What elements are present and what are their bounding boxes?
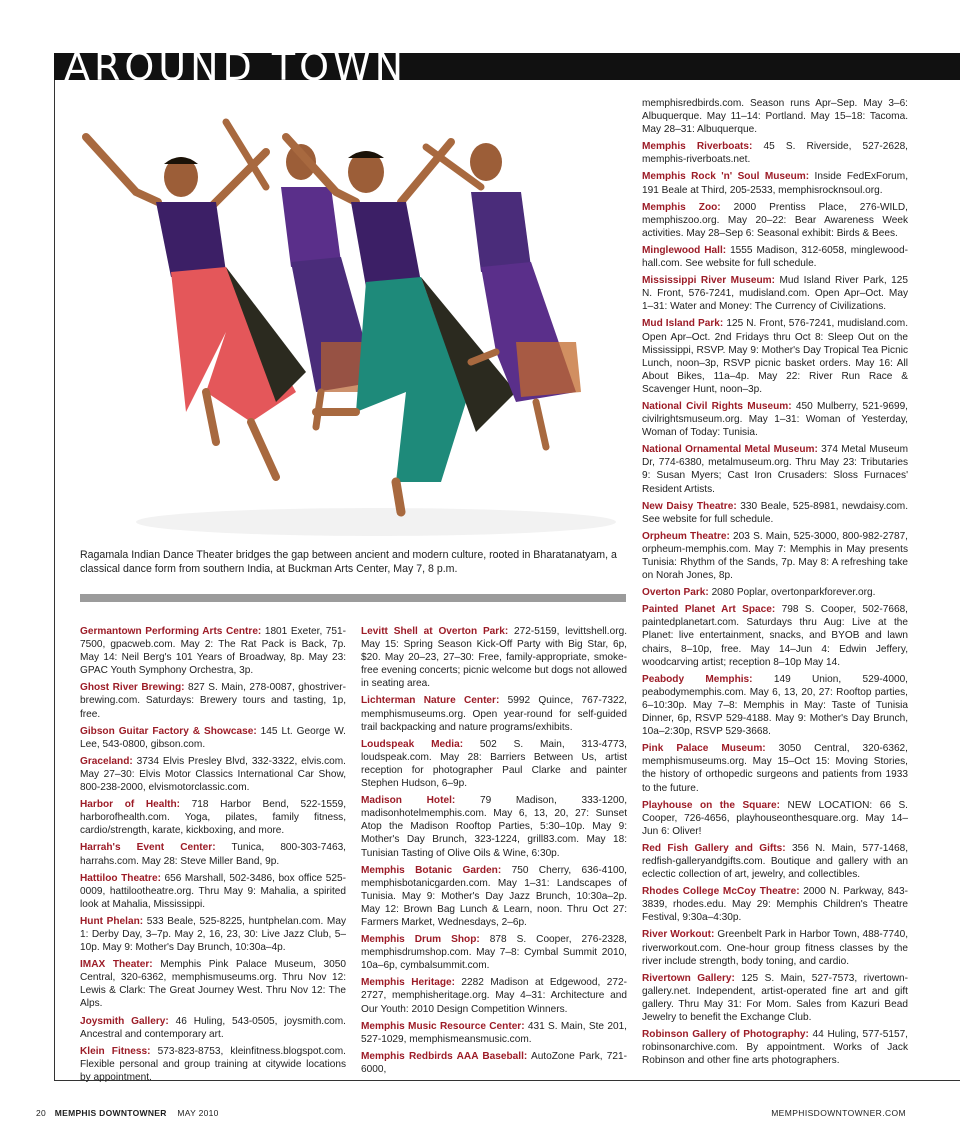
venue-name: Pink Palace Museum: — [642, 743, 766, 755]
venue-details: 356 N. Main, 577-1468, redfish-galleryandgifts.com. Boutique and gallery with an eclectic collection of art, jewelry, and collectibles. — [642, 842, 908, 881]
venue-name: Mud Island Park: — [642, 318, 724, 330]
magazine-name: MEMPHIS DOWNTOWNER — [54, 1108, 167, 1118]
listing-entry — [642, 1028, 908, 1067]
venue-name: Levitt Shell at Overton Park: — [361, 626, 509, 637]
listing-entry — [80, 1045, 346, 1084]
venue-name: Painted Planet Art Space: — [642, 604, 776, 616]
listing-column — [80, 625, 346, 1088]
venue-name: Memphis Rock 'n' Soul Museum: — [642, 171, 810, 183]
venue-details: 145 Lt. George W. Lee, 543-0800, gibson.com. — [80, 725, 346, 750]
listing-entry — [642, 140, 908, 166]
listing-entry — [80, 1015, 346, 1041]
listing-entry — [361, 625, 627, 690]
venue-details: 272-5159, levittshell.org. May 15: Spring Season Kick-Off Party with Big Star, 6p, $20. May 20–23, 27–30: Free, family-appropriate, smoke-free evening concerts; picnic welcome but dogs not allowed in seating area. — [361, 626, 627, 690]
venue-name: National Ornamental Metal Museum: — [642, 444, 818, 456]
venue-details: 45 S. Riverside, 527-2628, memphis-riverboats.net. — [642, 141, 908, 166]
listing-entry — [80, 958, 346, 1010]
listing-entry — [80, 755, 346, 794]
venue-name: Lichterman Nature Center: — [361, 695, 500, 707]
venue-details: 5992 Quince, 767-7322, memphismuseums.org. Open year-round for self-guided trail backpacking and nature programs/exhibits. — [361, 695, 627, 733]
venue-name: Hunt Phelan: — [80, 915, 144, 927]
venue-name: Joysmith Gallery: — [80, 1015, 169, 1027]
venue-name: Harbor of Health: — [80, 799, 181, 811]
venue-name: Memphis Redbirds AAA Baseball: — [361, 1050, 528, 1062]
venue-name: Rivertown Gallery: — [642, 972, 735, 984]
venue-name: Robinson Gallery of Photography: — [642, 1029, 809, 1041]
venue-details: 1555 Madison, 312-6058, minglewood-hall.com. See website for full schedule. — [642, 244, 908, 270]
page-number: 20 — [36, 1108, 47, 1118]
venue-details: Inside FedExForum, 191 Beale at Third, 205-2533, memphisrocknsoul.org. — [642, 171, 908, 196]
venue-name: Memphis Zoo: — [642, 201, 721, 213]
venue-details: 374 Metal Museum Dr, 774-6380, metalmuseum.org. Thru May 23: Tributaries 9: Susan Myers; Cast Iron Crusaders: Sloss Furnaces' Resident Artists. — [642, 444, 908, 495]
listing-entry — [642, 603, 908, 668]
listing-entry — [80, 681, 346, 720]
venue-name: Rhodes College McCoy Theatre: — [642, 886, 800, 898]
venue-details: Memphis Pink Palace Museum, 3050 Central, 320-6362, memphismuseums.org. Thru Nov 12: Lewis & Clark: The Great Journey West. Thru Nov 12: The Alps. — [80, 959, 346, 1010]
listing-entry — [642, 972, 908, 1024]
listing-entry — [361, 976, 627, 1015]
venue-details: 750 Cherry, 636-4100, memphisbotanicgarden.com. May 1–31: Landscapes of Tunisia. May 9: Mother's Day Jazz Brunch, 10:30a–2p. May 12: Brown Bag Lunch & Learn, noon. Thru Oct 27: Farmers Market, Wednesdays, 2–6p. — [361, 864, 627, 928]
venue-name: New Daisy Theatre: — [642, 500, 737, 512]
listing-entry — [642, 97, 908, 136]
venue-name: Gibson Guitar Factory & Showcase: — [80, 725, 257, 737]
listing-entry — [642, 928, 908, 967]
venue-name: Memphis Riverboats: — [642, 141, 753, 153]
venue-details: 450 Mulberry, 521-9699, civilrightsmuseum.org. May 1–31: Woman of Yesterday, Woman of Today: Tunisia. — [642, 400, 908, 439]
listing-entry — [642, 742, 908, 794]
venue-details: 44 Huling, 577-5157, robinsonarchive.com. By appointment. Works of Jack Robinson and other fine arts photographers. — [642, 1029, 908, 1067]
venue-details: 46 Huling, 543-0505, joysmith.com. Ancestral and contemporary art. — [80, 1015, 346, 1040]
listing-entry — [80, 725, 346, 751]
venue-details: 878 S. Cooper, 276-2328, memphisdrumshop.com. May 7–8: Cymbal Summit 2010, 10a–6p, cymbalsummit.com. — [361, 934, 627, 972]
listing-entry — [642, 443, 908, 495]
venue-details: 125 N. Front, 576-7241, mudisland.com. Open Apr–Oct. 2nd Fridays thru Oct 8: Sleep Out on the Mississippi, RSVP. May 9: Mother's Day Tropical Tea Picnic Lunch, noon–3p, RSVP picnic basket orders. May 16: All About Bikes, 11a–4p. May 22: River Run Race & Scavenger Hunt, noon–3p. — [642, 318, 909, 395]
venue-name: National Civil Rights Museum: — [642, 400, 792, 412]
venue-name: Madison Hotel: — [361, 795, 456, 807]
listing-entry — [642, 274, 908, 313]
listing-entry — [80, 872, 346, 911]
listing-entry — [361, 794, 627, 859]
listing-entry — [80, 841, 346, 867]
venue-details: 573-823-8753, kleinfitness.blogspot.com. Flexible personal and group training at citywide locations by appointment. — [80, 1045, 346, 1083]
listing-entry — [642, 500, 908, 526]
venue-details: 533 Beale, 525-8225, huntphelan.com. May 1: Derby Day, 3–7p. May 2, 16, 23, 30: Live Jazz Club, 5–10p. May 9: Mother's Day Brunch, 10:30a–4p. — [80, 915, 346, 954]
listing-entry — [642, 842, 908, 881]
listing-entry — [642, 317, 908, 396]
venue-details: 827 S. Main, 278-0087, ghostriver-brewing.com. Saturdays: Brewery tours and tasting, 1p, free. — [80, 682, 346, 720]
venue-name: Playhouse on the Square: — [642, 799, 781, 811]
venue-details: 2000 Prentiss Place, 276-WILD, memphiszoo.org. May 20–22: Bear Awareness Week activities. May 28–Sep 6: Seasonal exhibit: Birds & Bees. — [642, 201, 908, 239]
frame-line-left — [54, 80, 55, 1080]
listing-entry — [642, 530, 908, 582]
venue-details: AutoZone Park, 721-6000, — [361, 1050, 628, 1075]
venue-details: 431 S. Main, Ste 201, 527-1029, memphismeansmusic.com. — [361, 1020, 627, 1045]
venue-details: 149 Union, 529-4000, peabodymemphis.com. May 6, 13, 20, 27: Rooftop parties, 6–10:30p. May 7–8: Memphis in May: Taste of Tunisia Dinner, 6p, RSVP 529-4188. May 9: Mother's Day Brunch, 10a–2:30p, RSVP 529-3668. — [642, 673, 908, 738]
venue-name: Memphis Drum Shop: — [361, 934, 480, 946]
dancers-illustration — [76, 92, 626, 542]
venue-details: NEW LOCATION: 66 S. Cooper, 726-4656, playhouseonthesquare.org. May 14–Jun 6: Oliver! — [642, 799, 908, 837]
listing-entry — [361, 738, 627, 790]
listing-entry — [642, 799, 908, 838]
venue-details: 798 S. Cooper, 502-7668, paintedplanetart.com. Saturdays thru Aug: Live at the Planet: live entertainment, snacks, and BYOB and lawn chairs, 8–10p, free. May 14–Jun 4: Edwin Jeffery, woodcarving artist; reception 8–10p May 14. — [642, 604, 908, 668]
venue-details: 3734 Elvis Presley Blvd, 332-3322, elvis.com. May 27–30: Elvis Motor Classics International Car Show, 800-238-2000, elvismotorclassic.com. — [80, 755, 346, 794]
venue-details: memphisredbirds.com. Season runs Apr–Sep. May 3–6: Albuquerque. May 11–14: Portland. May 15–18: Tacoma. May 28–31: Albuquerque. — [642, 98, 908, 136]
venue-name: Hattiloo Theatre: — [80, 872, 161, 884]
listing-entry — [80, 625, 346, 677]
listing-entry — [361, 864, 627, 929]
venue-details: 718 Harbor Bend, 522-1559, harborofhealth.com. Yoga, pilates, family fitness, cardio/strength, karate, kickboxing, and more. — [80, 799, 346, 837]
listing-entry — [80, 915, 346, 954]
venue-details: 502 S. Main, 313-4773, loudspeak.com. May 28: Barriers Between Us, artist reception for photographer Paul Clarke and painter Stephen Hudson, 6–9p. — [361, 738, 627, 790]
venue-name: Overton Park: — [642, 587, 709, 599]
venue-details: 2080 Poplar, overtonparkforever.org. — [708, 587, 876, 599]
listing-entry — [361, 1050, 627, 1076]
venue-details: Greenbelt Park in Harbor Town, 488-7740, riverworkout.com. One-hour group fitness classes by the river include strength, body toning, and cardio. — [642, 929, 908, 967]
website-url: MEMPHISDOWNTOWNER.COM — [771, 1108, 906, 1118]
venue-details: 2000 N. Parkway, 843-3839, rhodes.edu. May 29: Memphis Children's Theatre Festival, 9:30a–4:30p. — [642, 886, 908, 924]
listing-entry — [642, 673, 908, 738]
venue-details: 656 Marshall, 502-3486, box office 525-0009, hattilootheatre.org. Thru May 9: Mahalia, a spirited look at Mahalia, Mississippi. — [80, 872, 346, 910]
listing-entry — [361, 694, 627, 733]
venue-name: Orpheum Theatre: — [642, 530, 730, 542]
listing-entry — [642, 170, 908, 196]
venue-name: Ghost River Brewing: — [80, 682, 185, 694]
section-title: AROUND TOWN — [64, 45, 408, 89]
photo-caption: Ragamala Indian Dance Theater bridges the gap between ancient and modern culture, rooted in Bharatanatyam, a classical dance form from southern India, at Buckman Arts Center, May 7, 8 p.m. — [80, 549, 617, 575]
listing-entry — [642, 885, 908, 924]
venue-details: 1801 Exeter, 751-7500, gpacweb.com. May 2: The Rat Pack is Back, 7p. May 14: Neil Berg's 101 Years of Broadway, 8p. May 23: GPAC Youth Symphony Orchestra, 3p. — [80, 626, 346, 677]
listing-entry — [642, 244, 908, 270]
venue-name: Germantown Performing Arts Centre: — [80, 626, 262, 637]
divider-bar — [80, 594, 626, 602]
venue-details: 330 Beale, 525-8981, newdaisy.com. See website for full schedule. — [642, 500, 908, 525]
venue-name: Memphis Music Resource Center: — [361, 1020, 525, 1032]
listing-entry — [361, 1020, 627, 1046]
issue-date: MAY 2010 — [177, 1108, 219, 1118]
venue-details: 79 Madison, 333-1200, madisonhotelmemphis.com. May 6, 13, 20, 27: Sunset Atop the Madison Rooftop Parties, 5:30–10p. May 9: Mother's Day Brunch, 323-1224, grill83.com. May 18: Tunisian Tasting of Olive Oils & Wine, 6:30p. — [361, 795, 628, 859]
venue-details: 125 S. Main, 527-7573, rivertown-gallery.net. Independent, artist-operated fine art and gift gallery. Thru May 31: For Mom. Sales from Kazuri Bead Jewelry to benefit the Exchange Club. — [642, 972, 908, 1023]
venue-name: Klein Fitness: — [80, 1045, 151, 1057]
listing-column — [361, 625, 627, 1080]
dancers-photo — [76, 92, 626, 542]
venue-name: Peabody Memphis: — [642, 673, 753, 685]
venue-name: Memphis Botanic Garden: — [361, 864, 502, 876]
venue-name: Mississippi River Museum: — [642, 275, 775, 287]
listing-column — [642, 97, 908, 1071]
venue-details: Mud Island River Park, 125 N. Front, 576-7241, mudisland.com. Open Apr–Oct. May 1–31: Water and Money: The Currency of Civilizations. — [642, 275, 908, 313]
venue-details: 2282 Madison at Edgewood, 272-2727, memphisheritage.org. May 4–31: Architecture and Our Youth: 2010 Design Competition Winners. — [361, 977, 627, 1015]
venue-name: Loudspeak Media: — [361, 738, 464, 750]
venue-name: Red Fish Gallery and Gifts: — [642, 842, 786, 854]
venue-name: Memphis Heritage: — [361, 977, 455, 989]
venue-name: Graceland: — [80, 755, 133, 767]
listing-entry — [361, 933, 627, 972]
page-footer — [36, 1108, 219, 1118]
venue-details: 3050 Central, 320-6362, memphismuseums.org. May 15–Oct 15: Moving Stories, the history of orthopedic surgeons and patients from 1933 to the future. — [642, 743, 908, 794]
venue-name: Minglewood Hall: — [642, 244, 727, 256]
dancer-figure — [86, 137, 306, 477]
listing-entry — [642, 586, 908, 599]
listing-entry — [642, 400, 908, 439]
venue-name: Harrah's Event Center: — [80, 842, 216, 854]
listing-entry — [642, 201, 908, 240]
venue-name: River Workout: — [642, 929, 715, 941]
venue-details: 203 S. Main, 525-3000, 800-982-2787, orpheum-memphis.com. May 7: Memphis in May presents Tunisia: Rhythm of the Sands, 7p. May 8: A refreshing take on Norah Jones, 8p. — [642, 530, 908, 582]
listing-entry — [80, 798, 346, 837]
venue-details: Tunica, 800-303-7463, harrahs.com. May 28: Steve Miller Band, 9p. — [80, 842, 346, 867]
venue-name: IMAX Theater: — [80, 959, 153, 971]
